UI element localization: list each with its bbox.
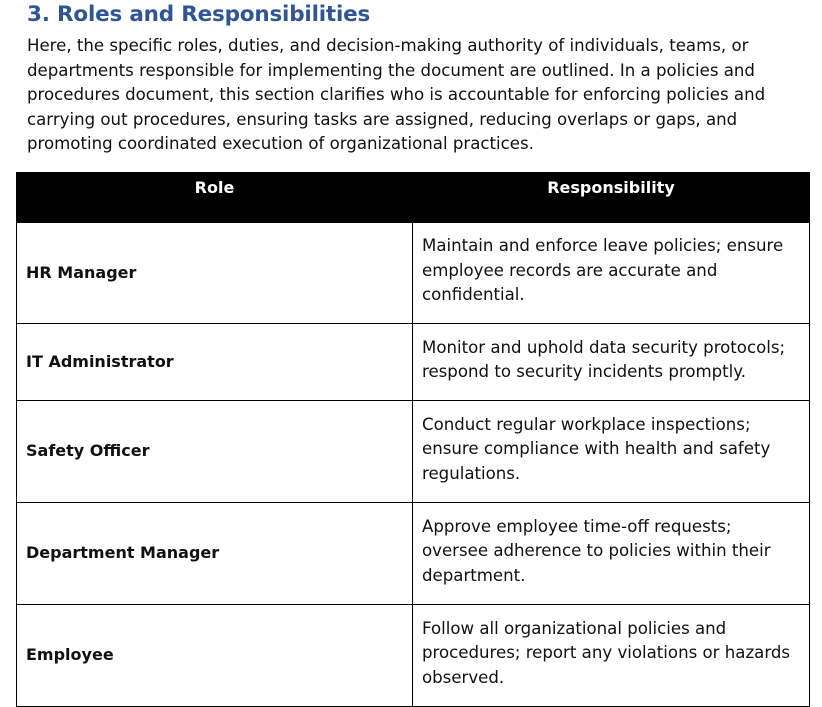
table-row xyxy=(17,503,810,605)
table-header-row xyxy=(17,173,810,223)
responsibility-cell: Maintain and enforce leave policies; ensure employee records are accurate and confidential. xyxy=(413,223,810,324)
role-cell: Employee xyxy=(17,605,413,707)
responsibility-cell: Approve employee time-off requests; oversee adherence to policies within their department. xyxy=(413,503,810,605)
role-cell: HR Manager xyxy=(17,223,413,324)
section-intro-paragraph: Here, the specific roles, duties, and decision-making authority of individuals, teams, or departments responsible for implementing the document are outlined. In a policies and procedures document, this section clarifies who is accountable for enforcing policies and carrying out procedures, ensuring tasks are assigned, reducing overlaps or gaps, and promoting coordinated execution of organizational practices. xyxy=(27,36,766,153)
role-cell: IT Administrator xyxy=(17,324,413,401)
role-cell: Safety Officer xyxy=(17,401,413,503)
table-row xyxy=(17,324,810,401)
column-header-role: Role xyxy=(17,173,413,223)
table-row xyxy=(17,401,810,503)
column-header-responsibility: Responsibility xyxy=(413,173,810,223)
responsibility-cell: Conduct regular workplace inspections; ensure compliance with health and safety regulations. xyxy=(413,401,810,503)
table-row xyxy=(17,605,810,707)
table-row xyxy=(17,223,810,324)
responsibility-cell: Monitor and uphold data security protocols; respond to security incidents promptly. xyxy=(413,324,810,401)
responsibility-cell: Follow all organizational policies and procedures; report any violations or hazards observed. xyxy=(413,605,810,707)
role-cell: Department Manager xyxy=(17,503,413,605)
roles-table xyxy=(16,172,810,707)
section-heading: 3. Roles and Responsibilities xyxy=(27,2,371,27)
